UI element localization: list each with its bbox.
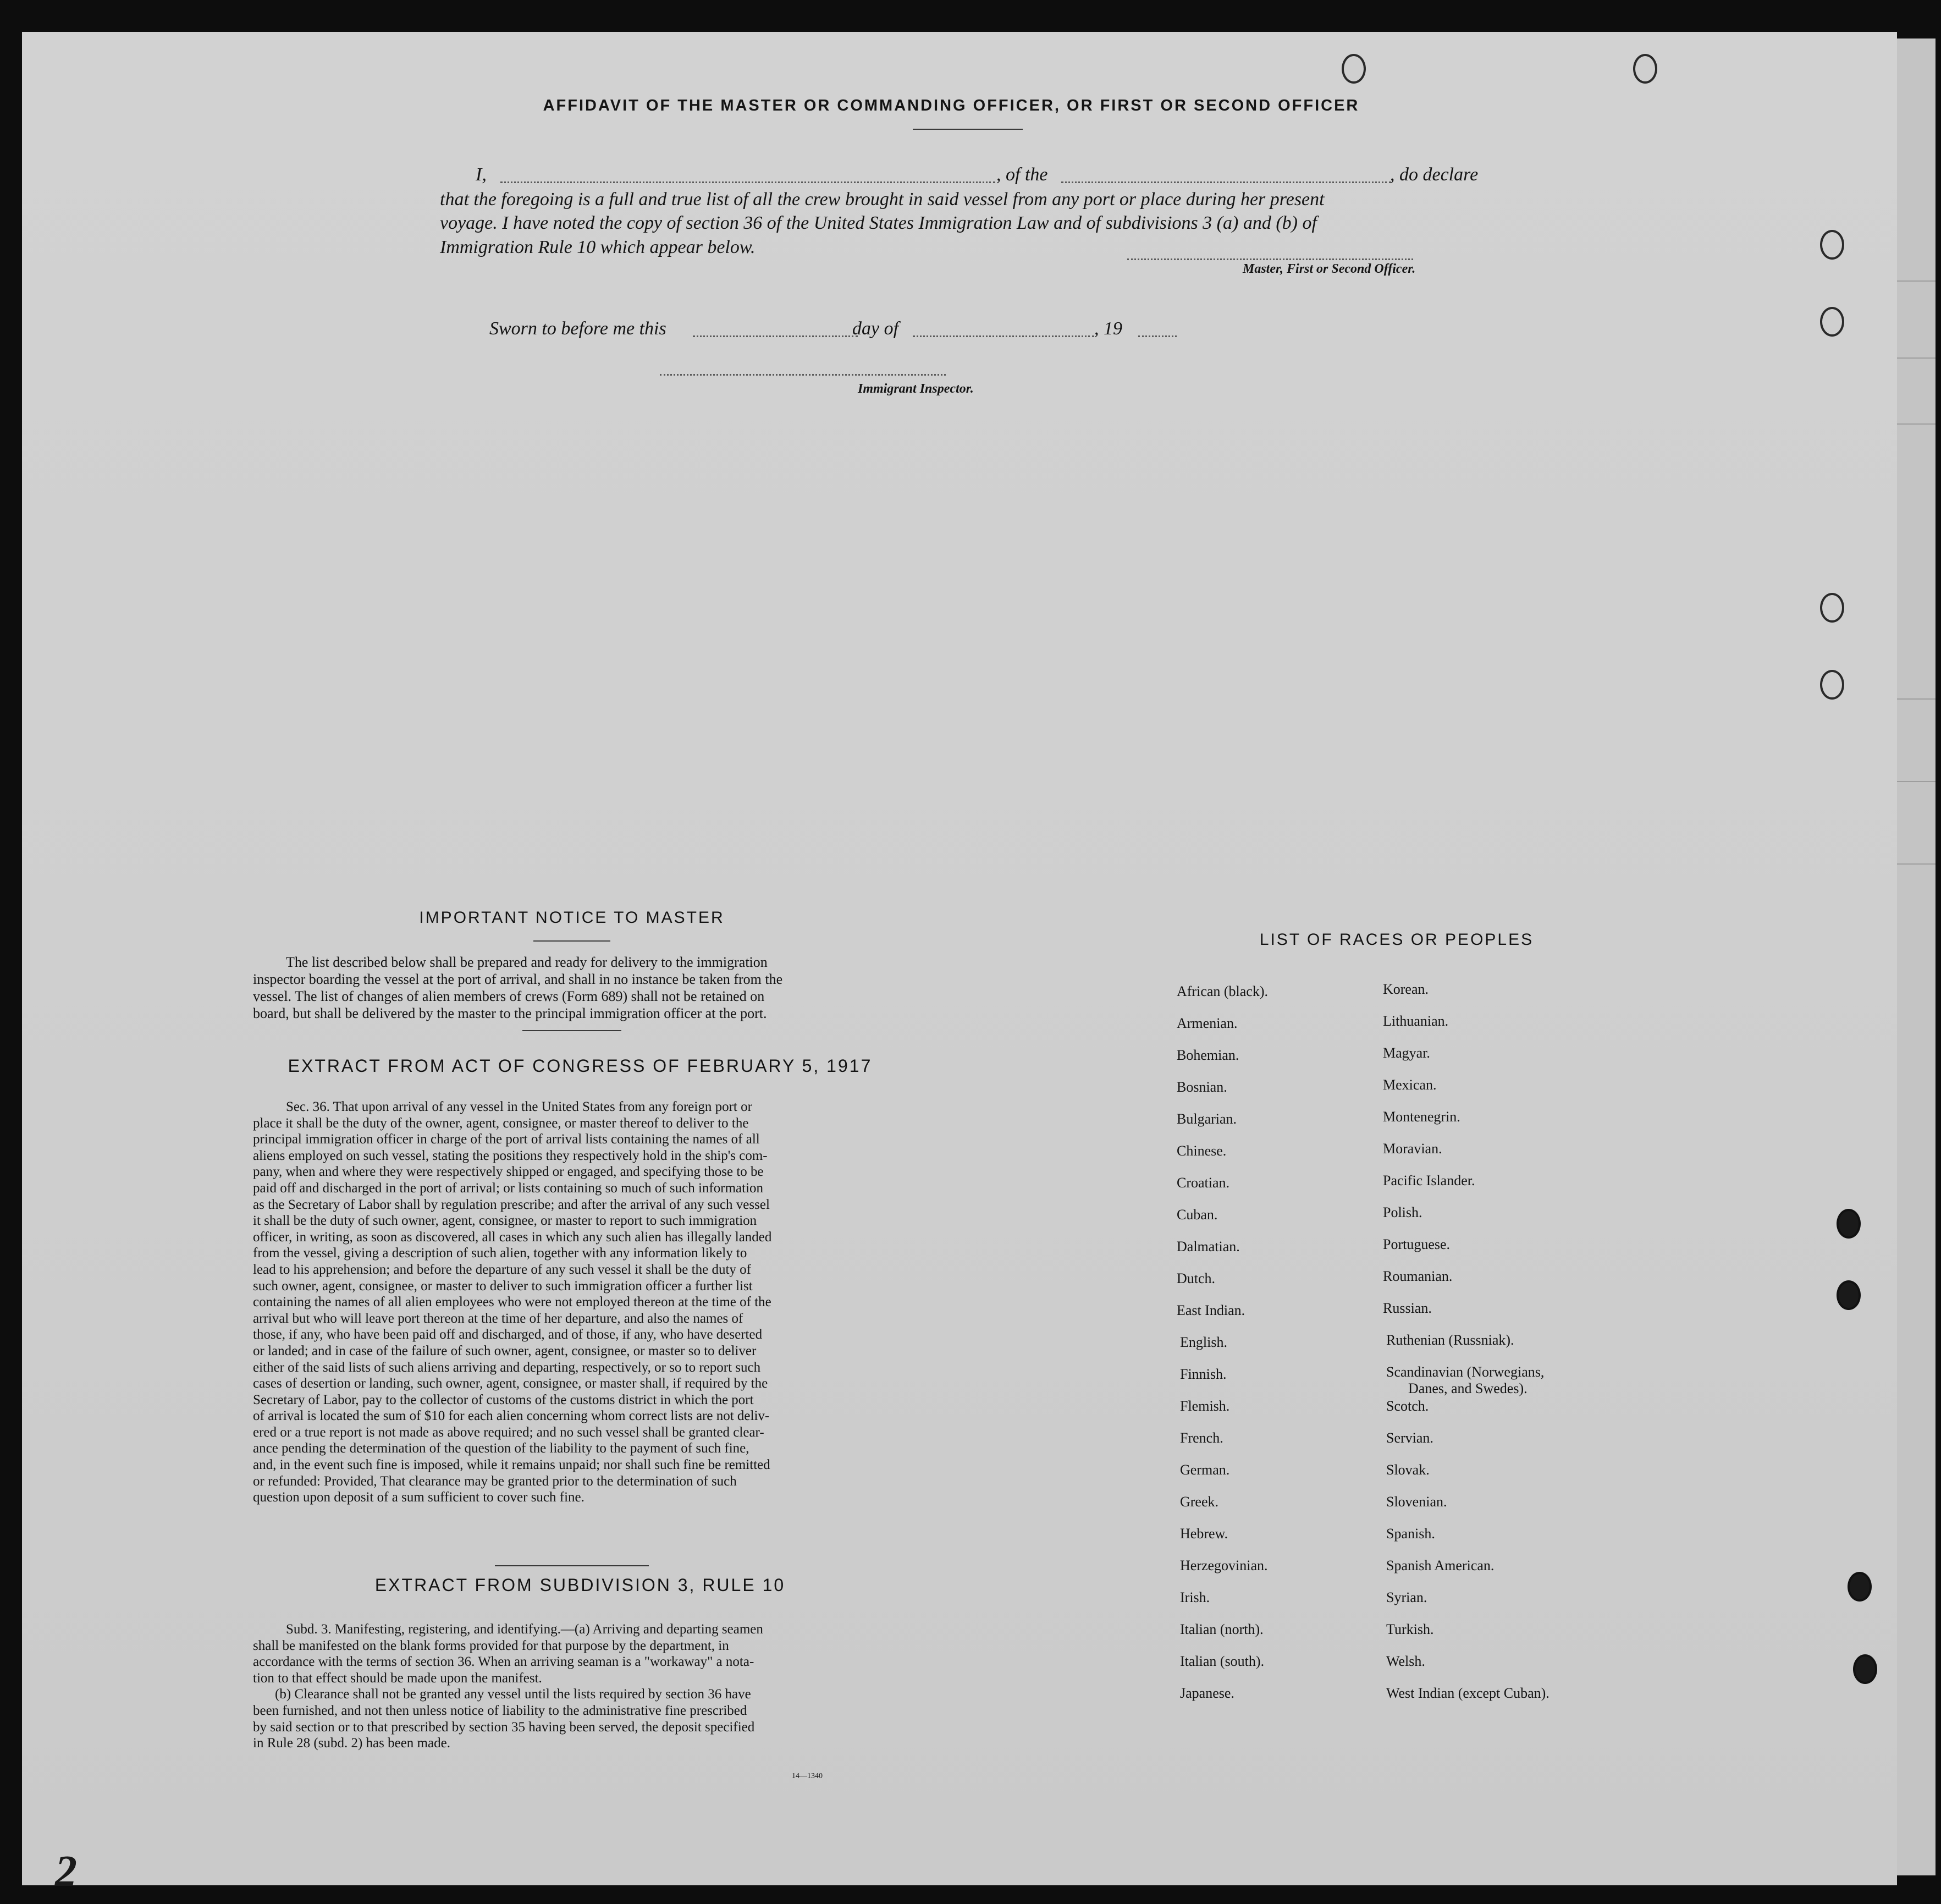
notice-line: vessel. The list of changes of alien members of crews (Form 689) shall not be retained on — [253, 988, 765, 1004]
act-line: such owner, agent, consignee, or master to deliver to such immigration officer a further list — [253, 1278, 753, 1294]
vessel-field[interactable] — [1061, 181, 1391, 183]
race-item: English. — [1180, 1334, 1227, 1350]
race-item: Chinese. — [1177, 1143, 1227, 1159]
act-line: arrival but who will leave port thereon at the time of her departure, and also the names of — [253, 1311, 743, 1326]
race-item: Dalmatian. — [1177, 1239, 1240, 1254]
day-of-label: day of — [852, 318, 899, 339]
race-item: Pacific Islander. — [1383, 1173, 1475, 1188]
affidavit-i-label: I, — [476, 164, 487, 185]
punch-hole — [1848, 1572, 1872, 1602]
notice-title-rule — [533, 940, 610, 942]
race-item: Bosnian. — [1177, 1079, 1227, 1095]
race-item: Armenian. — [1177, 1015, 1238, 1031]
affidavit-declare-label: , do declare — [1390, 164, 1479, 185]
punch-hole — [1837, 1209, 1861, 1239]
race-item: Finnish. — [1180, 1366, 1227, 1382]
race-item: German. — [1180, 1462, 1230, 1478]
year-label: , 19 — [1094, 318, 1122, 339]
rule-line: (b) Clearance shall not be granted any vessel until the lists required by section 36 have — [275, 1687, 751, 1702]
act-line: cases of desertion or landing, such owner, agent, consignee, or master shall, if required by the — [253, 1376, 768, 1391]
document-page — [22, 32, 1897, 1896]
race-item: African (black). — [1177, 983, 1269, 999]
punch-hole — [1820, 593, 1844, 623]
race-item: Lithuanian. — [1383, 1013, 1449, 1029]
race-item: Montenegrin. — [1383, 1109, 1460, 1125]
race-item: Magyar. — [1383, 1045, 1430, 1061]
name-field[interactable] — [500, 181, 995, 183]
act-line: containing the names of all alien employees who were not employed thereon at the time of the — [253, 1295, 771, 1310]
race-item: West Indian (except Cuban). — [1386, 1685, 1550, 1701]
sworn-label: Sworn to before me this — [489, 318, 666, 339]
act-line: it shall be the duty of such owner, agent, consignee, or master to report to such immigration — [253, 1213, 757, 1229]
race-item: Mexican. — [1383, 1077, 1437, 1093]
act-line: or landed; and in case of the failure of such owner, agent, consignee, or master so to deliver — [253, 1343, 757, 1358]
race-item: East Indian. — [1177, 1302, 1245, 1318]
act-line: of arrival is located the sum of $10 for each alien concerning whom correct lists are not deliv- — [253, 1408, 770, 1424]
act-line: as the Secretary of Labor shall by regulation prescribe; and after the arrival of any such vessel — [253, 1197, 770, 1212]
punch-hole — [1820, 670, 1844, 700]
act-divider — [495, 1565, 649, 1566]
race-item: Scandinavian (Norwegians, — [1386, 1364, 1545, 1380]
act-line: place it shall be the duty of the owner, agent, consignee, or master thereof to deliver to the — [253, 1115, 749, 1131]
act-line: pany, when and where they were respectively shipped or engaged, and specifying those to be — [253, 1164, 764, 1180]
race-item: Flemish. — [1180, 1398, 1230, 1414]
handwritten-page-mark: 2 — [55, 1847, 77, 1896]
race-item: Scotch. — [1386, 1398, 1429, 1414]
race-item: Italian (north). — [1180, 1621, 1264, 1637]
act-line: question upon deposit of a sum sufficient to cover such fine. — [253, 1490, 584, 1505]
race-item: Turkish. — [1386, 1621, 1434, 1637]
race-item: Herzegovinian. — [1180, 1558, 1268, 1573]
race-item: Spanish. — [1386, 1526, 1435, 1542]
race-item: Spanish American. — [1386, 1558, 1495, 1573]
act-line: principal immigration officer in charge of the port of arrival lists containing the names of all — [253, 1132, 760, 1147]
affidavit-title-rule — [913, 129, 1023, 130]
race-item: French. — [1180, 1430, 1223, 1446]
race-item: Polish. — [1383, 1204, 1422, 1220]
rule-line: been furnished, and not then unless notice of liability to the administrative fine prescribed — [253, 1703, 747, 1718]
act-line: lead to his apprehension; and before the departure of any such vessel it shall be the duty of — [253, 1262, 751, 1277]
form-number: 14—1340 — [792, 1772, 823, 1780]
act-line: paid off and discharged in the port of arrival; or lists containing so much of such information — [253, 1180, 764, 1196]
race-item: Servian. — [1386, 1430, 1433, 1446]
notice-line: board, but shall be delivered by the master to the principal immigration officer at the port. — [253, 1005, 767, 1021]
affidavit-body-line: Immigration Rule 10 which appear below. — [440, 237, 756, 257]
punch-hole — [1342, 54, 1366, 84]
act-line: ance pending the determination of the question of the liability to the payment of such fine, — [253, 1441, 749, 1456]
notice-line: The list described below shall be prepared and ready for delivery to the immigration — [286, 954, 768, 970]
punch-hole — [1837, 1280, 1861, 1310]
punch-hole — [1820, 230, 1844, 260]
affidavit-body-line: that the foregoing is a full and true list of all the crew brought in said vessel from any port or place during her present — [440, 189, 1325, 210]
act-line: ered or a true report is not made as above required; and no such vessel shall be granted clear- — [253, 1424, 764, 1440]
rule-line: shall be manifested on the blank forms provided for that purpose by the department, in — [253, 1638, 729, 1653]
race-item: Hebrew. — [1180, 1526, 1228, 1542]
notice-divider — [522, 1030, 621, 1031]
race-item: Roumanian. — [1383, 1268, 1453, 1284]
race-item: Syrian. — [1386, 1589, 1427, 1605]
race-item: Bulgarian. — [1177, 1111, 1237, 1127]
race-item: Bohemian. — [1177, 1047, 1239, 1063]
race-item: Portuguese. — [1383, 1236, 1451, 1252]
rule-extract-text — [253, 1621, 907, 1752]
act-extract-title: EXTRACT FROM ACT OF CONGRESS OF FEBRUARY 5, 1917 — [288, 1056, 873, 1076]
race-item: Korean. — [1383, 981, 1429, 997]
act-line: from the vessel, giving a description of such alien, together with any information likely to — [253, 1246, 747, 1261]
race-item: Japanese. — [1180, 1685, 1234, 1701]
notice-text — [253, 954, 907, 1022]
affidavit-body-line: voyage. I have noted the copy of section 36 of the United States Immigration Law and of subdivisions 3 (a) and (b) of — [440, 213, 1317, 233]
race-item: Croatian. — [1177, 1175, 1230, 1191]
race-item: Greek. — [1180, 1494, 1219, 1510]
race-item: Slovak. — [1386, 1462, 1430, 1478]
act-line: either of the said lists of such aliens arriving and departing, respectively, or so to report such — [253, 1360, 761, 1375]
race-item: Cuban. — [1177, 1207, 1218, 1223]
race-item: Dutch. — [1177, 1270, 1216, 1286]
act-extract-text — [253, 1099, 907, 1506]
race-item: Welsh. — [1386, 1653, 1425, 1669]
race-item: Irish. — [1180, 1589, 1210, 1605]
rule-line: in Rule 28 (subd. 2) has been made. — [253, 1736, 450, 1751]
punch-hole — [1853, 1654, 1877, 1684]
notice-line: inspector boarding the vessel at the port of arrival, and shall in no instance be taken from the — [253, 971, 783, 987]
affidavit-title: AFFIDAVIT OF THE MASTER OR COMMANDING OFFICER, OR FIRST OR SECOND OFFICER — [543, 97, 1360, 114]
sworn-day-field[interactable] — [693, 335, 858, 337]
notice-title: IMPORTANT NOTICE TO MASTER — [419, 909, 725, 927]
rule-line: tion to that effect should be made upon the manifest. — [253, 1670, 542, 1686]
punch-hole — [1820, 307, 1844, 337]
act-line: and, in the event such fine is imposed, while it remains unpaid; nor shall such fine be remitted — [253, 1457, 770, 1473]
race-item: Ruthenian (Russniak). — [1386, 1332, 1514, 1348]
act-line: Secretary of Labor, pay to the collector of customs of the customs district in which the port — [253, 1392, 754, 1407]
act-line: or refunded: Provided, That clearance may be granted prior to the determination of such — [253, 1473, 737, 1489]
race-item: Moravian. — [1383, 1141, 1442, 1157]
inspector-caption: Immigrant Inspector. — [858, 382, 974, 396]
act-line: aliens employed on such vessel, stating the positions they respectively hold in the ship's com- — [253, 1148, 768, 1163]
signature-caption: Master, First or Second Officer. — [1243, 262, 1416, 276]
inspector-signature-field[interactable] — [660, 374, 946, 376]
master-signature-field[interactable] — [1127, 258, 1413, 260]
rule-line: accordance with the terms of section 36. When an arriving seaman is a "workaway" a nota- — [253, 1654, 754, 1670]
race-item: Danes, and Swedes). — [1408, 1380, 1528, 1396]
rule-line: by said section or to that prescribed by section 35 having been served, the deposit specified — [253, 1719, 755, 1735]
rule-extract-title: EXTRACT FROM SUBDIVISION 3, RULE 10 — [374, 1575, 786, 1595]
sworn-month-field[interactable] — [913, 335, 1094, 337]
rule-line: Subd. 3. Manifesting, registering, and identifying.—(a) Arriving and departing seamen — [286, 1622, 763, 1637]
punch-hole — [1633, 54, 1657, 84]
race-item: Russian. — [1383, 1300, 1432, 1316]
act-line: those, if any, who have been paid off and discharged, and of those, if any, who have deserted — [253, 1327, 763, 1342]
affidavit-of-the-label: , of the — [996, 164, 1048, 185]
races-title: LIST OF RACES OR PEOPLES — [1259, 931, 1534, 949]
act-line: officer, in writing, as soon as discovered, all cases in which any such alien has illegally landed — [253, 1229, 772, 1245]
act-line: Sec. 36. That upon arrival of any vessel in the United States from any foreign port or — [286, 1099, 752, 1114]
sworn-year-field[interactable] — [1138, 335, 1177, 337]
race-item: Italian (south). — [1180, 1653, 1265, 1669]
race-item: Slovenian. — [1386, 1494, 1447, 1510]
